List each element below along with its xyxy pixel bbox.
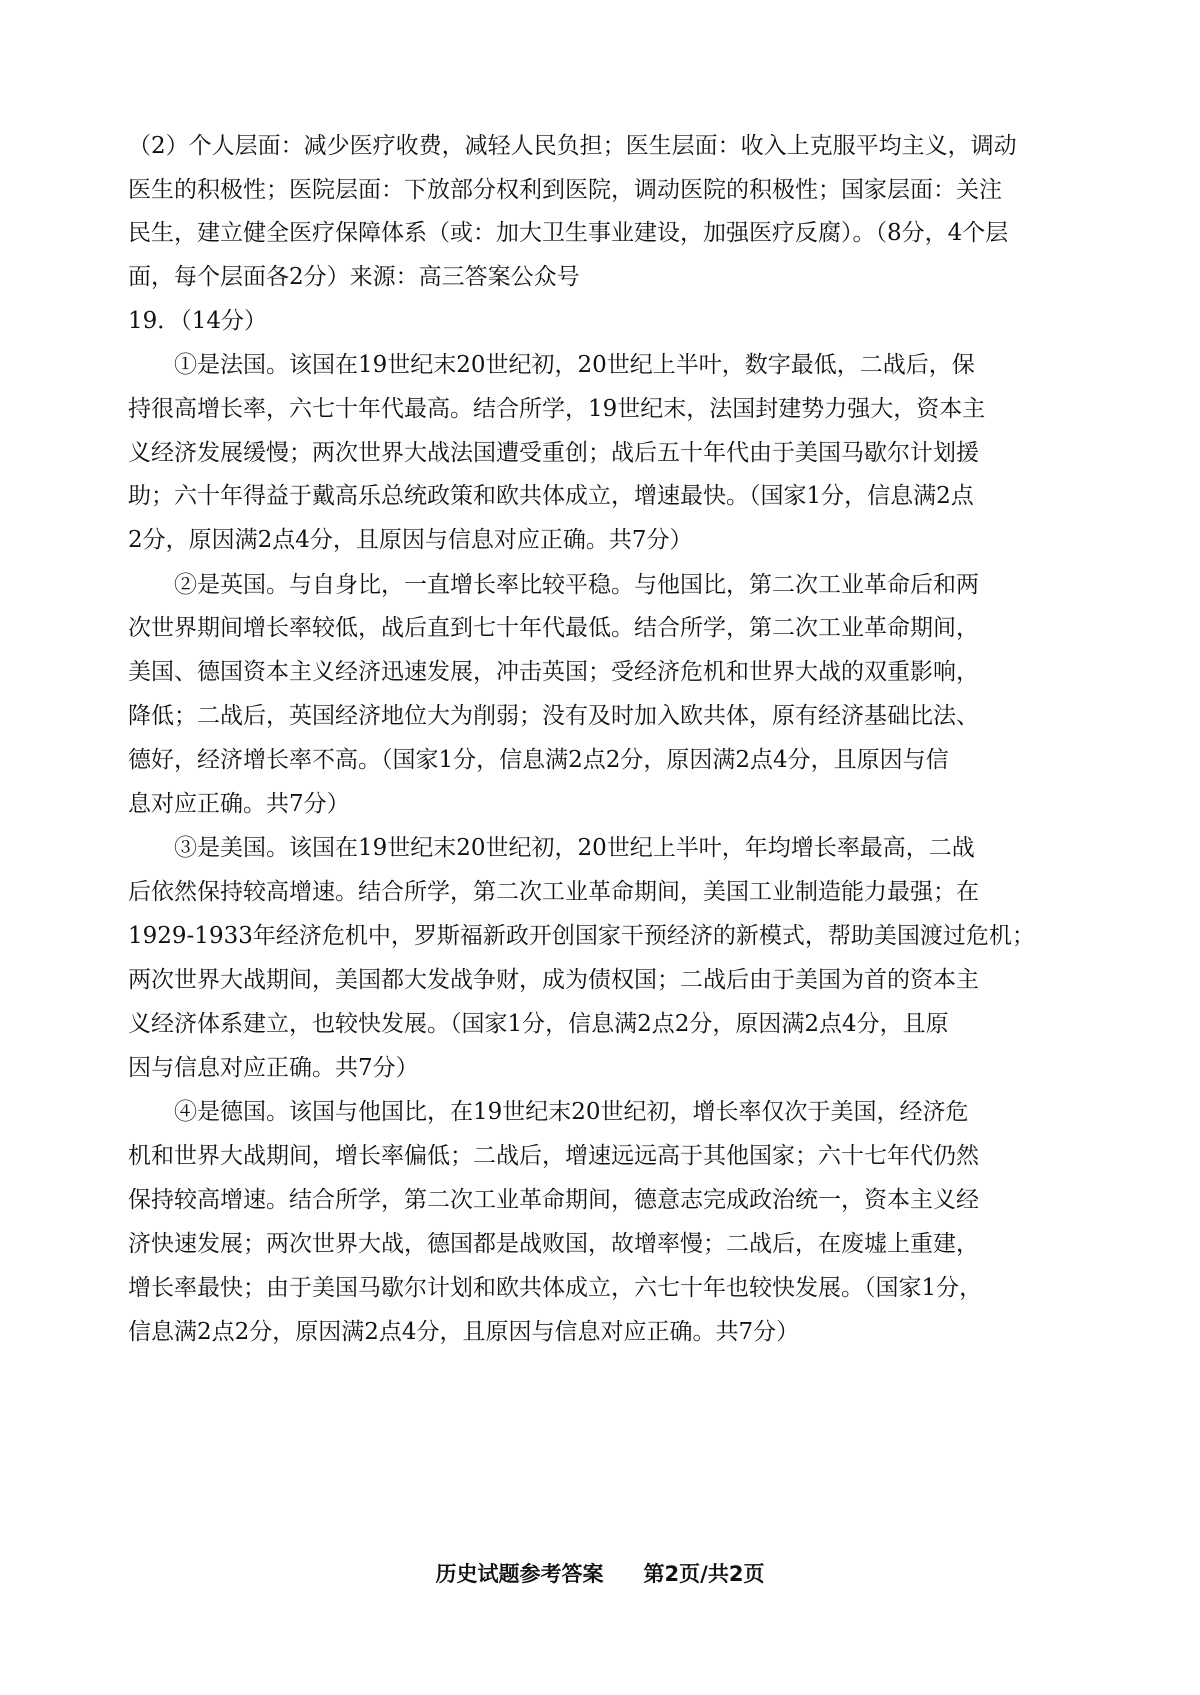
paragraph-line: 增长率最快；由于美国马歇尔计划和欧共体成立，六七十年也较快发展。（国家1分， bbox=[128, 1275, 983, 1301]
paragraph-line: ②是英国。与自身比，一直增长率比较平稳。与他国比，第二次工业革命后和两 bbox=[174, 572, 979, 598]
paragraph-line: 义经济发展缓慢；两次世界大战法国遭受重创；战后五十年代由于美国马歇尔计划援 bbox=[128, 440, 979, 466]
page-footer bbox=[0, 1558, 1200, 1588]
paragraph-line: 机和世界大战期间，增长率偏低；二战后，增速远远高于其他国家；六十七年代仍然 bbox=[128, 1143, 979, 1169]
paragraph-line: 助；六十年得益于戴高乐总统政策和欧共体成立，增速最快。（国家1分，信息满2点 bbox=[128, 483, 974, 509]
paragraph-line: 义经济体系建立，也较快发展。（国家1分，信息满2点2分，原因满2点4分，且原 bbox=[128, 1011, 949, 1037]
q18-part2-line: （2）个人层面：减少医疗收费，减轻人民负担；医生层面：收入上克服平均主义，调动 bbox=[128, 133, 1017, 159]
q19-heading: 19．（14分） bbox=[128, 308, 268, 334]
paragraph-line: 后依然保持较高增速。结合所学，第二次工业革命期间，美国工业制造能力最强；在 bbox=[128, 879, 979, 905]
paragraph-line: ①是法国。该国在19世纪末20世纪初，20世纪上半叶，数字最低，二战后，保 bbox=[174, 352, 975, 378]
q18-part2-line: 医生的积极性；医院层面：下放部分权利到医院，调动医院的积极性；国家层面：关注 bbox=[128, 177, 1002, 203]
paragraph-line: 降低；二战后，英国经济地位大为削弱；没有及时加入欧共体，原有经济基础比法、 bbox=[128, 703, 979, 729]
paragraph-line: 息对应正确。共7分） bbox=[128, 791, 350, 817]
paragraph-line: ③是美国。该国在19世纪末20世纪初，20世纪上半叶，年均增长率最高，二战 bbox=[174, 835, 975, 861]
footer-page-number: 第2页/共2页 bbox=[643, 1562, 765, 1586]
paragraph-line: 德好，经济增长率不高。（国家1分，信息满2点2分，原因满2点4分，且原因与信 bbox=[128, 747, 949, 773]
paragraph-line: 两次世界大战期间，美国都大发战争财，成为债权国；二战后由于美国为首的资本主 bbox=[128, 967, 979, 993]
paragraph-line: 因与信息对应正确。共7分） bbox=[128, 1055, 419, 1081]
paragraph-line: 保持较高增速。结合所学，第二次工业革命期间，德意志完成政治统一，资本主义经 bbox=[128, 1187, 979, 1213]
paragraph-line: ④是德国。该国与他国比，在19世纪末20世纪初，增长率仅次于美国，经济危 bbox=[174, 1099, 969, 1125]
paragraph-line: 2分，原因满2点4分，且原因与信息对应正确。共7分） bbox=[128, 527, 693, 553]
paragraph-line: 济快速发展；两次世界大战，德国都是战败国，故增率慢；二战后，在废墟上重建， bbox=[128, 1231, 979, 1257]
paragraph-line: 持很高增长率，六七十年代最高。结合所学，19世纪末，法国封建势力强大，资本主 bbox=[128, 396, 986, 422]
footer-title: 历史试题参考答案 bbox=[435, 1562, 604, 1586]
q18-part2-line: 面，每个层面各2分）来源：高三答案公众号 bbox=[128, 264, 580, 290]
paragraph-line: 1929-1933年经济危机中，罗斯福新政开创国家干预经济的新模式，帮助美国渡过危机； bbox=[128, 923, 1035, 949]
paragraph-line: 次世界期间增长率较低，战后直到七十年代最低。结合所学，第二次工业革命期间， bbox=[128, 615, 979, 641]
paragraph-line: 信息满2点2分，原因满2点4分，且原因与信息对应正确。共7分） bbox=[128, 1319, 800, 1345]
paragraph-line: 美国、德国资本主义经济迅速发展，冲击英国；受经济危机和世界大战的双重影响， bbox=[128, 659, 979, 685]
q18-part2-line: 民生，建立健全医疗保障体系（或：加大卫生事业建设，加强医疗反腐）。（8分，4个层 bbox=[128, 220, 1009, 246]
